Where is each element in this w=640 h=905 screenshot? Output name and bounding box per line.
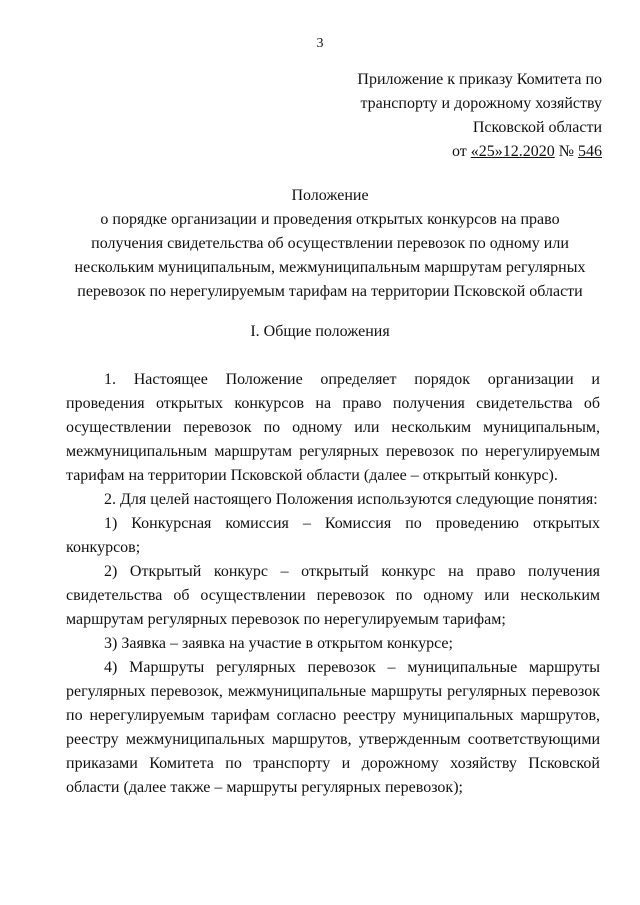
paragraph: 1. Настоящее Положение определяет порядок организации и проведения открытых конкурсов на право получения свидетельства об осуществлении перевозок по одному или нескольким муниципальным, межмуниципальным маршрутам регулярных перевозок по нерегулируемым тарифам на территории Псковской области (далее – открытый конкурс). — [66, 371, 600, 484]
title-heading: Положение — [291, 187, 369, 204]
page-number: 3 — [316, 36, 324, 51]
appendix-header — [302, 68, 602, 164]
title-line-4: перевозок по нерегулируемым тарифам на территории Псковской области — [77, 283, 583, 300]
appendix-date-prefix: от — [451, 143, 471, 160]
document-body — [66, 368, 600, 800]
paragraph: 4) Маршруты регулярных перевозок – муниципальные маршруты регулярных перевозок, межмуниципальные маршруты регулярных перевозок по нерегулируемым тарифам согласно реестру муниципальных маршрутов, реестру межмуниципальных маршрутов, утвержденным соответствующими приказами Комитета по транспорту и дорожному хозяйству Псковской области (далее также – маршруты регулярных перевозок); — [66, 659, 600, 796]
document-title — [60, 184, 600, 304]
paragraph: 3) Заявка – заявка на участие в открытом конкурсе; — [104, 635, 453, 652]
title-line-3: нескольким муниципальным, межмуниципальным маршрутам регулярных — [74, 259, 586, 276]
appendix-date: «25»12.2020 — [470, 143, 555, 160]
appendix-number-sign: № — [554, 143, 578, 160]
appendix-line-2: транспорту и дорожному хозяйству — [360, 95, 602, 112]
paragraph: 2. Для целей настоящего Положения используются следующие понятия: — [104, 491, 598, 508]
paragraph: 1) Конкурсная комиссия – Комиссия по проведению открытых конкурсов; — [66, 515, 600, 556]
paragraph: 2) Открытый конкурс – открытый конкурс на право получения свидетельства об осуществлении перевозок по одному или нескольким маршрутам регулярных перевозок по нерегулируемым тарифам; — [66, 563, 600, 628]
appendix-line-3: Псковской области — [472, 119, 602, 136]
appendix-date-line — [302, 140, 602, 164]
appendix-line-1: Приложение к приказу Комитета по — [357, 71, 602, 88]
appendix-number: 546 — [578, 143, 602, 160]
section-title: I. Общие положения — [250, 323, 390, 340]
title-line-1: о порядке организации и проведения открытых конкурсов на право — [100, 211, 560, 228]
title-line-2: получения свидетельства об осуществлении перевозок по одному или — [91, 235, 569, 252]
